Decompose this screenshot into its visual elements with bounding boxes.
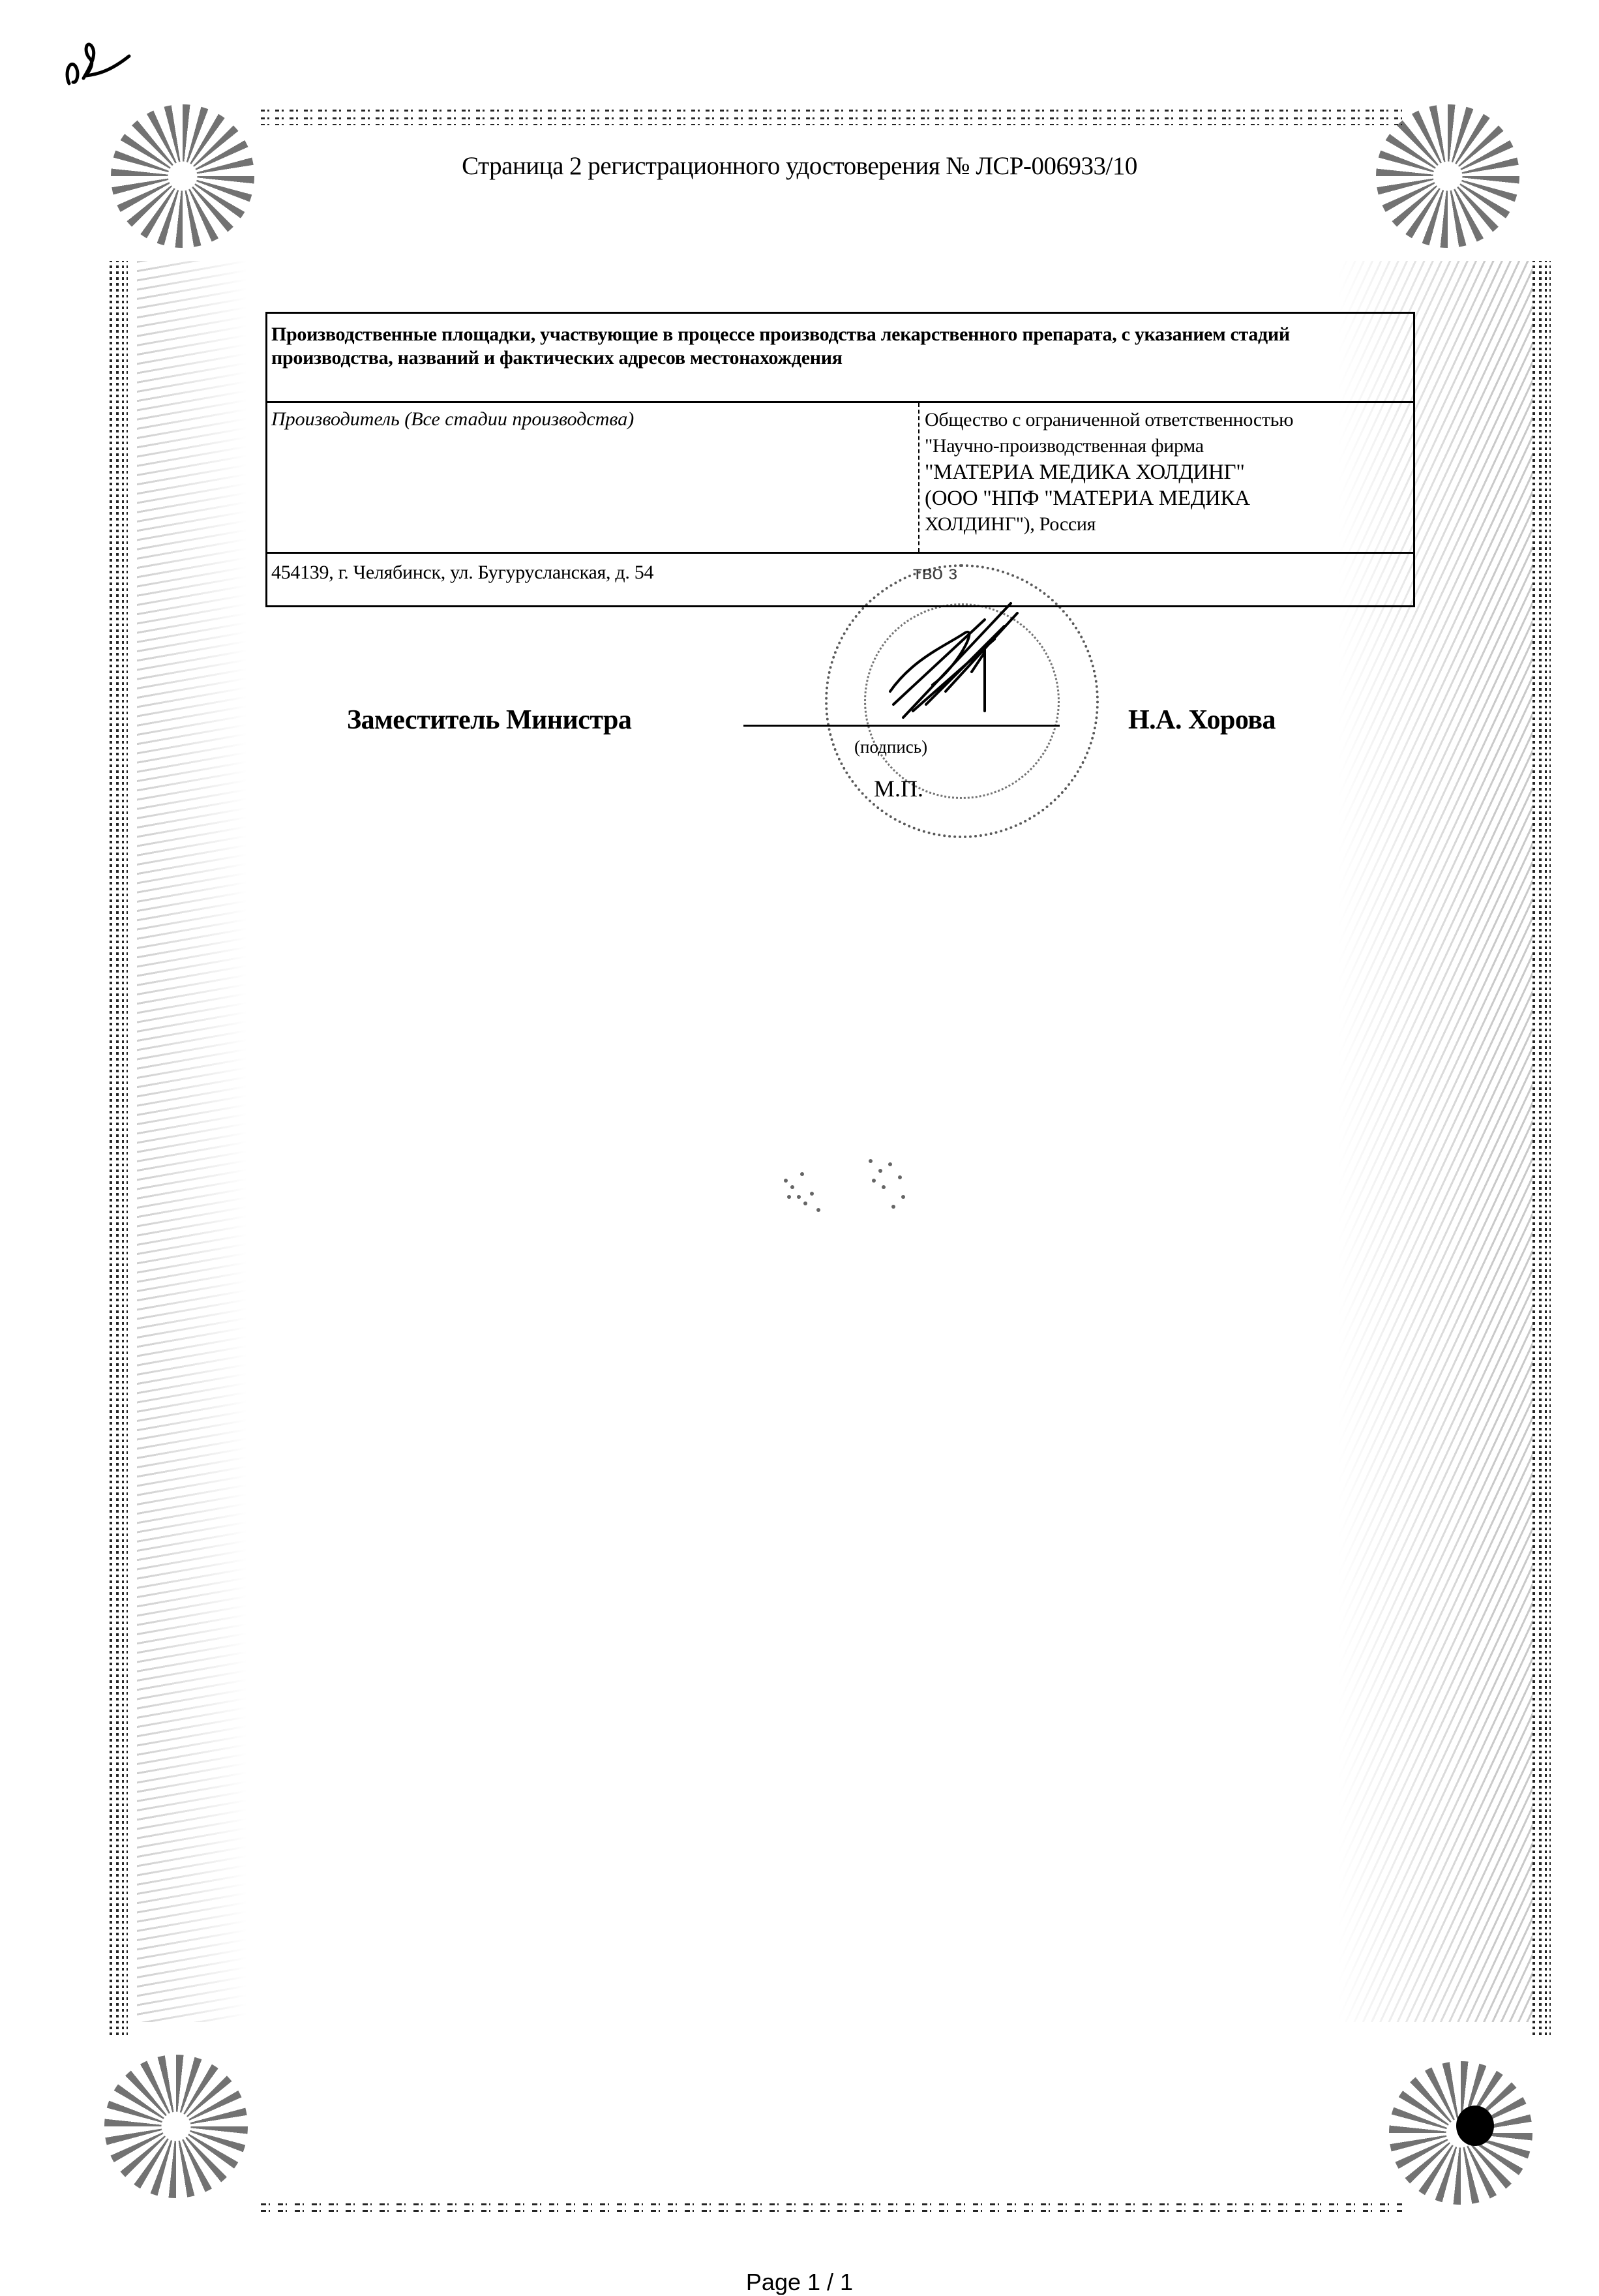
handwritten-signature (854, 587, 1050, 724)
company-line: "Научно-производственная фирма (925, 435, 1204, 457)
scan-artifact (760, 1135, 929, 1220)
table-heading: Производственные площадки, участвующие в процессе производства лекарственного препарата, с указанием стадий производства, названий и фактических адресов местонахождения (267, 314, 1413, 403)
manufacturer-company (925, 407, 1407, 537)
seal-text-fragment: тво з (913, 562, 958, 584)
company-line: "МАТЕРИА МЕДИКА ХОЛДИНГ" (925, 461, 1245, 484)
column-divider (918, 403, 919, 552)
decorative-border-top (261, 110, 1402, 137)
page-number: Page 1 / 1 (745, 2269, 854, 2295)
page-title: Страница 2 регистрационного удостоверения № ЛСР-006933/10 (462, 152, 1137, 180)
decorative-border-bottom (261, 2203, 1402, 2223)
guilloche-texture-left (137, 261, 248, 2022)
signature-caption: (подпись) (854, 737, 928, 757)
signatory-name: Н.А. Хорова (1128, 705, 1276, 735)
signatory-position: Заместитель Министра (347, 705, 632, 735)
company-line: ХОЛДИНГ"), Россия (925, 513, 1096, 535)
site-address: 454139, г. Челябинск, ул. Бугурусланская, д. 54 (271, 562, 654, 583)
table-row (267, 403, 1413, 554)
signature-line (743, 725, 1060, 727)
company-line: Общество с ограниченной ответственностью (925, 409, 1294, 430)
seal-placeholder-label: М.П. (874, 776, 924, 802)
hole-punch-mark (1456, 2106, 1494, 2146)
decorative-border-right (1532, 261, 1559, 2035)
decorative-border-left (110, 261, 136, 2035)
production-sites-table (265, 312, 1415, 607)
rosette-ornament-icon (104, 2055, 248, 2198)
manufacturer-role: Производитель (Все стадии производства) (271, 408, 635, 430)
handwritten-page-mark (57, 33, 149, 91)
company-line: (ООО "НПФ "МАТЕРИА МЕДИКА (925, 487, 1250, 510)
